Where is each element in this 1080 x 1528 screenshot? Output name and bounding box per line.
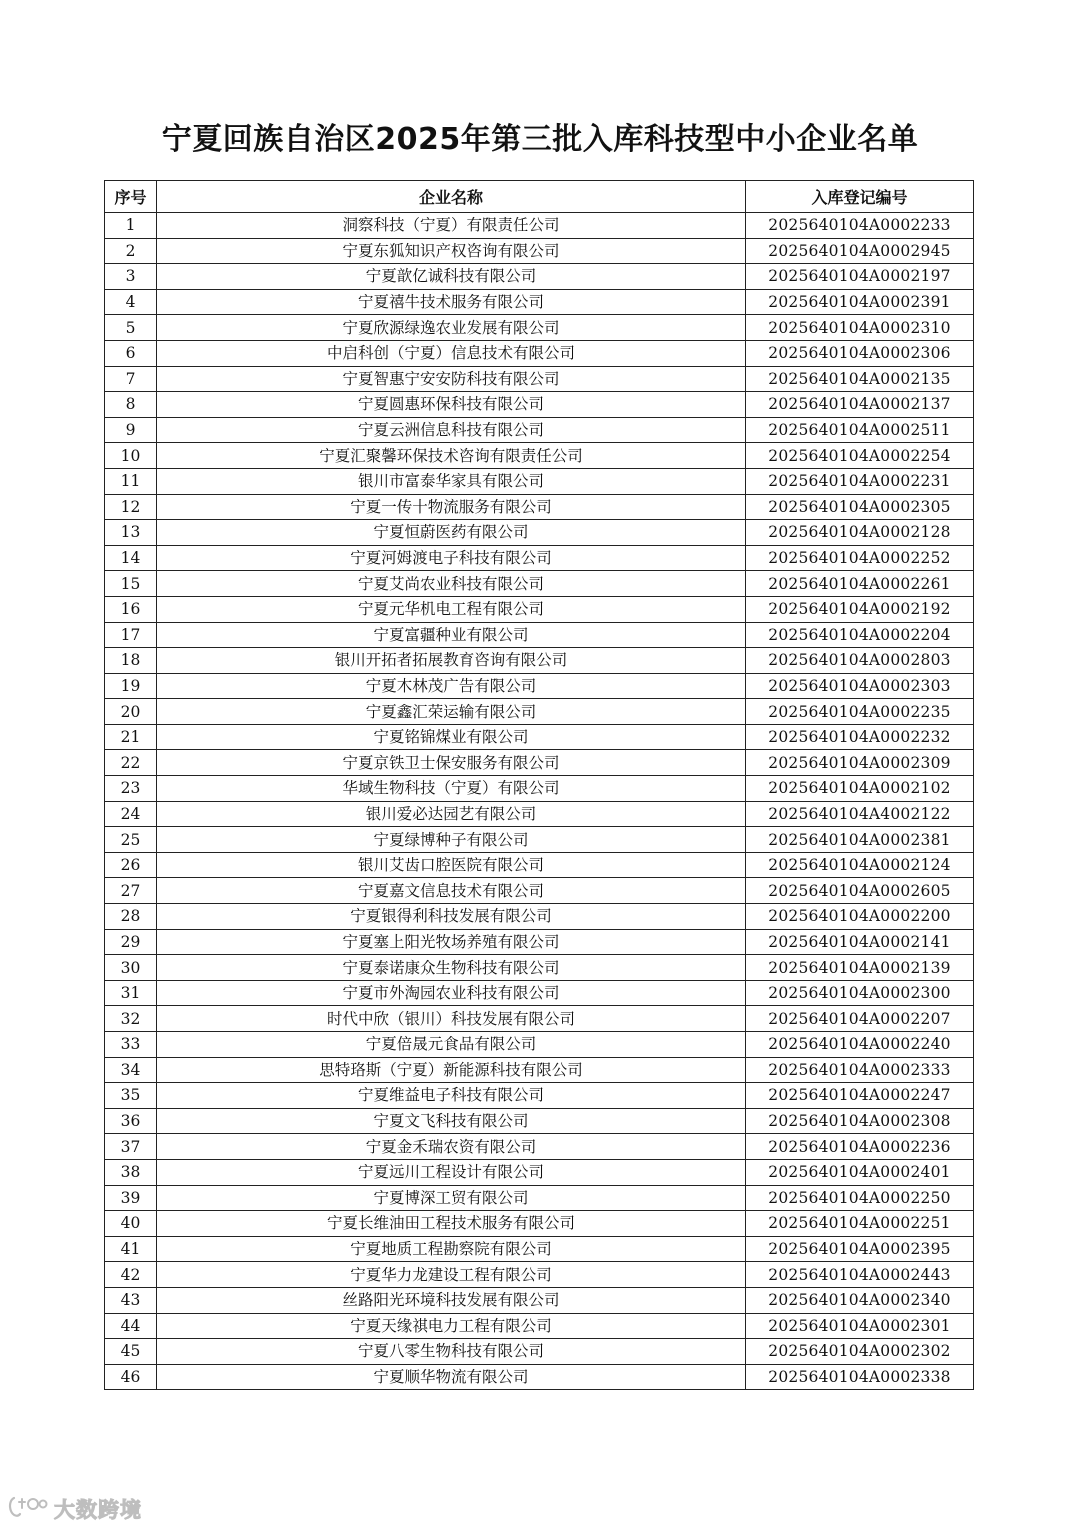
row-registration-code-cell: 2025640104A0002207 <box>746 1006 974 1032</box>
row-company-name-cell: 宁夏鑫汇荣运输有限公司 <box>157 699 746 725</box>
row-company-name-cell: 银川开拓者拓展教育咨询有限公司 <box>157 648 746 674</box>
row-registration-code-cell: 2025640104A0002233 <box>746 213 974 239</box>
row-registration-code-cell: 2025640104A0002301 <box>746 1313 974 1339</box>
row-company-name-cell: 时代中欣（银川）科技发展有限公司 <box>157 1006 746 1032</box>
row-company-name-cell: 宁夏市外淘园农业科技有限公司 <box>157 980 746 1006</box>
row-company-name-cell: 宁夏汇聚馨环保技术咨询有限责任公司 <box>157 443 746 469</box>
row-registration-code-cell: 2025640104A0002232 <box>746 724 974 750</box>
row-seq-cell: 2 <box>105 238 157 264</box>
row-registration-code-cell: 2025640104A0002102 <box>746 776 974 802</box>
row-company-name-cell: 银川市富泰华家具有限公司 <box>157 468 746 494</box>
table-row <box>105 776 974 802</box>
row-registration-code-cell: 2025640104A0002128 <box>746 520 974 546</box>
table-row <box>105 571 974 597</box>
table-row <box>105 443 974 469</box>
header-registration-code: 入库登记编号 <box>746 181 974 213</box>
row-company-name-cell: 宁夏长维油田工程技术服务有限公司 <box>157 1211 746 1237</box>
row-registration-code-cell: 2025640104A0002338 <box>746 1364 974 1390</box>
table-row <box>105 264 974 290</box>
row-registration-code-cell: 2025640104A0002308 <box>746 1108 974 1134</box>
row-registration-code-cell: 2025640104A0002261 <box>746 571 974 597</box>
table-row <box>105 1057 974 1083</box>
table-row <box>105 238 974 264</box>
table-row <box>105 1339 974 1365</box>
row-seq-cell: 46 <box>105 1364 157 1390</box>
table-row <box>105 648 974 674</box>
row-seq-cell: 7 <box>105 366 157 392</box>
row-seq-cell: 12 <box>105 494 157 520</box>
row-company-name-cell: 宁夏嘉文信息技术有限公司 <box>157 878 746 904</box>
row-company-name-cell: 宁夏顺华物流有限公司 <box>157 1364 746 1390</box>
row-company-name-cell: 丝路阳光环境科技发展有限公司 <box>157 1287 746 1313</box>
row-seq-cell: 20 <box>105 699 157 725</box>
row-seq-cell: 22 <box>105 750 157 776</box>
header-company-name: 企业名称 <box>157 181 746 213</box>
row-seq-cell: 34 <box>105 1057 157 1083</box>
row-seq-cell: 29 <box>105 929 157 955</box>
row-registration-code-cell: 2025640104A0002303 <box>746 673 974 699</box>
table-row <box>105 673 974 699</box>
row-seq-cell: 21 <box>105 724 157 750</box>
row-registration-code-cell: 2025640104A0002254 <box>746 443 974 469</box>
row-registration-code-cell: 2025640104A0002135 <box>746 366 974 392</box>
row-seq-cell: 6 <box>105 340 157 366</box>
row-seq-cell: 26 <box>105 852 157 878</box>
row-registration-code-cell: 2025640104A0002141 <box>746 929 974 955</box>
row-company-name-cell: 宁夏木林茂广告有限公司 <box>157 673 746 699</box>
table-row <box>105 494 974 520</box>
row-registration-code-cell: 2025640104A0002305 <box>746 494 974 520</box>
page-title: 宁夏回族自治区2025年第三批入库科技型中小企业名单 <box>161 122 919 157</box>
row-company-name-cell: 宁夏八零生物科技有限公司 <box>157 1339 746 1365</box>
row-seq-cell: 9 <box>105 417 157 443</box>
row-company-name-cell: 宁夏智惠宁安安防科技有限公司 <box>157 366 746 392</box>
row-company-name-cell: 宁夏地质工程勘察院有限公司 <box>157 1236 746 1262</box>
table-row <box>105 827 974 853</box>
row-seq-cell: 38 <box>105 1159 157 1185</box>
row-company-name-cell: 宁夏金禾瑞农资有限公司 <box>157 1134 746 1160</box>
table-row <box>105 315 974 341</box>
table-row <box>105 392 974 418</box>
row-seq-cell: 24 <box>105 801 157 827</box>
row-seq-cell: 32 <box>105 1006 157 1032</box>
table-row <box>105 1159 974 1185</box>
row-company-name-cell: 宁夏天缘祺电力工程有限公司 <box>157 1313 746 1339</box>
row-company-name-cell: 宁夏泰诺康众生物科技有限公司 <box>157 955 746 981</box>
row-registration-code-cell: 2025640104A0002333 <box>746 1057 974 1083</box>
row-seq-cell: 13 <box>105 520 157 546</box>
row-registration-code-cell: 2025640104A0002300 <box>746 980 974 1006</box>
table-row <box>105 699 974 725</box>
table-row <box>105 520 974 546</box>
row-seq-cell: 30 <box>105 955 157 981</box>
row-seq-cell: 45 <box>105 1339 157 1365</box>
row-seq-cell: 40 <box>105 1211 157 1237</box>
table-row <box>105 622 974 648</box>
watermark <box>8 1494 142 1524</box>
row-seq-cell: 41 <box>105 1236 157 1262</box>
row-registration-code-cell: 2025640104A0002231 <box>746 468 974 494</box>
table-row <box>105 955 974 981</box>
table-body <box>105 213 974 1390</box>
table-row <box>105 545 974 571</box>
row-company-name-cell: 宁夏远川工程设计有限公司 <box>157 1159 746 1185</box>
row-registration-code-cell: 2025640104A0002340 <box>746 1287 974 1313</box>
table-row <box>105 1262 974 1288</box>
table-row <box>105 1185 974 1211</box>
row-seq-cell: 25 <box>105 827 157 853</box>
row-seq-cell: 4 <box>105 289 157 315</box>
row-seq-cell: 44 <box>105 1313 157 1339</box>
row-company-name-cell: 宁夏京铁卫士保安服务有限公司 <box>157 750 746 776</box>
row-seq-cell: 28 <box>105 904 157 930</box>
table-row <box>105 750 974 776</box>
row-registration-code-cell: 2025640104A0002945 <box>746 238 974 264</box>
row-seq-cell: 43 <box>105 1287 157 1313</box>
row-registration-code-cell: 2025640104A0002401 <box>746 1159 974 1185</box>
row-seq-cell: 37 <box>105 1134 157 1160</box>
row-company-name-cell: 思特珞斯（宁夏）新能源科技有限公司 <box>157 1057 746 1083</box>
table-row <box>105 1134 974 1160</box>
row-company-name-cell: 宁夏倍晟元食品有限公司 <box>157 1032 746 1058</box>
table-row <box>105 1313 974 1339</box>
row-registration-code-cell: 2025640104A0002309 <box>746 750 974 776</box>
row-registration-code-cell: 2025640104A0002310 <box>746 315 974 341</box>
row-registration-code-cell: 2025640104A0002236 <box>746 1134 974 1160</box>
row-registration-code-cell: 2025640104A0002252 <box>746 545 974 571</box>
row-company-name-cell: 宁夏富疆种业有限公司 <box>157 622 746 648</box>
row-registration-code-cell: 2025640104A0002197 <box>746 264 974 290</box>
row-company-name-cell: 宁夏禧牛技术服务有限公司 <box>157 289 746 315</box>
row-company-name-cell: 宁夏银得利科技发展有限公司 <box>157 904 746 930</box>
row-registration-code-cell: 2025640104A0002250 <box>746 1185 974 1211</box>
table-row <box>105 213 974 239</box>
row-seq-cell: 10 <box>105 443 157 469</box>
table-row <box>105 980 974 1006</box>
enterprise-table <box>104 180 974 1390</box>
table-row <box>105 366 974 392</box>
row-seq-cell: 11 <box>105 468 157 494</box>
row-registration-code-cell: 2025640104A0002306 <box>746 340 974 366</box>
table-row <box>105 878 974 904</box>
row-company-name-cell: 银川艾齿口腔医院有限公司 <box>157 852 746 878</box>
table-row <box>105 289 974 315</box>
row-company-name-cell: 宁夏文飞科技有限公司 <box>157 1108 746 1134</box>
row-seq-cell: 35 <box>105 1083 157 1109</box>
table-header-row <box>105 181 974 213</box>
row-company-name-cell: 银川爱必达园艺有限公司 <box>157 801 746 827</box>
row-company-name-cell: 宁夏歆亿诚科技有限公司 <box>157 264 746 290</box>
row-company-name-cell: 宁夏维益电子科技有限公司 <box>157 1083 746 1109</box>
row-seq-cell: 33 <box>105 1032 157 1058</box>
row-seq-cell: 3 <box>105 264 157 290</box>
row-seq-cell: 27 <box>105 878 157 904</box>
table-row <box>105 929 974 955</box>
row-registration-code-cell: 2025640104A0002235 <box>746 699 974 725</box>
table-row <box>105 1364 974 1390</box>
table-row <box>105 1032 974 1058</box>
row-seq-cell: 8 <box>105 392 157 418</box>
table-row <box>105 596 974 622</box>
row-company-name-cell: 宁夏一传十物流服务有限公司 <box>157 494 746 520</box>
row-registration-code-cell: 2025640104A0002391 <box>746 289 974 315</box>
row-registration-code-cell: 2025640104A0002192 <box>746 596 974 622</box>
row-seq-cell: 5 <box>105 315 157 341</box>
table-row <box>105 1287 974 1313</box>
table-row <box>105 468 974 494</box>
row-seq-cell: 23 <box>105 776 157 802</box>
row-seq-cell: 19 <box>105 673 157 699</box>
header-seq: 序号 <box>105 181 157 213</box>
row-registration-code-cell: 2025640104A0002240 <box>746 1032 974 1058</box>
row-seq-cell: 36 <box>105 1108 157 1134</box>
row-seq-cell: 1 <box>105 213 157 239</box>
row-registration-code-cell: 2025640104A4002122 <box>746 801 974 827</box>
row-seq-cell: 14 <box>105 545 157 571</box>
table-row <box>105 1083 974 1109</box>
dashuju-logo-icon <box>8 1494 48 1524</box>
row-company-name-cell: 宁夏华力龙建设工程有限公司 <box>157 1262 746 1288</box>
table-row <box>105 1006 974 1032</box>
row-company-name-cell: 宁夏东狐知识产权咨询有限公司 <box>157 238 746 264</box>
row-registration-code-cell: 2025640104A0002302 <box>746 1339 974 1365</box>
row-registration-code-cell: 2025640104A0002204 <box>746 622 974 648</box>
row-seq-cell: 31 <box>105 980 157 1006</box>
row-registration-code-cell: 2025640104A0002395 <box>746 1236 974 1262</box>
watermark-text: 大数跨境 <box>54 1498 142 1522</box>
row-seq-cell: 16 <box>105 596 157 622</box>
row-registration-code-cell: 2025640104A0002124 <box>746 852 974 878</box>
row-registration-code-cell: 2025640104A0002251 <box>746 1211 974 1237</box>
row-seq-cell: 15 <box>105 571 157 597</box>
row-registration-code-cell: 2025640104A0002200 <box>746 904 974 930</box>
row-registration-code-cell: 2025640104A0002511 <box>746 417 974 443</box>
row-company-name-cell: 宁夏绿博种子有限公司 <box>157 827 746 853</box>
row-company-name-cell: 宁夏欣源绿逸农业发展有限公司 <box>157 315 746 341</box>
row-company-name-cell: 宁夏博深工贸有限公司 <box>157 1185 746 1211</box>
row-company-name-cell: 宁夏河姆渡电子科技有限公司 <box>157 545 746 571</box>
table-row <box>105 1211 974 1237</box>
row-company-name-cell: 宁夏元华机电工程有限公司 <box>157 596 746 622</box>
table-row <box>105 724 974 750</box>
row-seq-cell: 18 <box>105 648 157 674</box>
row-registration-code-cell: 2025640104A0002605 <box>746 878 974 904</box>
row-seq-cell: 42 <box>105 1262 157 1288</box>
row-seq-cell: 17 <box>105 622 157 648</box>
table-row <box>105 852 974 878</box>
row-company-name-cell: 中启科创（宁夏）信息技术有限公司 <box>157 340 746 366</box>
table-row <box>105 1108 974 1134</box>
row-seq-cell: 39 <box>105 1185 157 1211</box>
row-registration-code-cell: 2025640104A0002137 <box>746 392 974 418</box>
row-registration-code-cell: 2025640104A0002247 <box>746 1083 974 1109</box>
row-registration-code-cell: 2025640104A0002139 <box>746 955 974 981</box>
row-registration-code-cell: 2025640104A0002803 <box>746 648 974 674</box>
row-company-name-cell: 宁夏塞上阳光牧场养殖有限公司 <box>157 929 746 955</box>
table-row <box>105 801 974 827</box>
row-company-name-cell: 洞察科技（宁夏）有限责任公司 <box>157 213 746 239</box>
row-company-name-cell: 华域生物科技（宁夏）有限公司 <box>157 776 746 802</box>
row-company-name-cell: 宁夏铭锦煤业有限公司 <box>157 724 746 750</box>
table-row <box>105 417 974 443</box>
row-company-name-cell: 宁夏圆惠环保科技有限公司 <box>157 392 746 418</box>
table-row <box>105 340 974 366</box>
row-registration-code-cell: 2025640104A0002443 <box>746 1262 974 1288</box>
row-registration-code-cell: 2025640104A0002381 <box>746 827 974 853</box>
row-company-name-cell: 宁夏恒蔚医药有限公司 <box>157 520 746 546</box>
table-row <box>105 1236 974 1262</box>
row-company-name-cell: 宁夏艾尚农业科技有限公司 <box>157 571 746 597</box>
row-company-name-cell: 宁夏云洲信息科技有限公司 <box>157 417 746 443</box>
table-row <box>105 904 974 930</box>
